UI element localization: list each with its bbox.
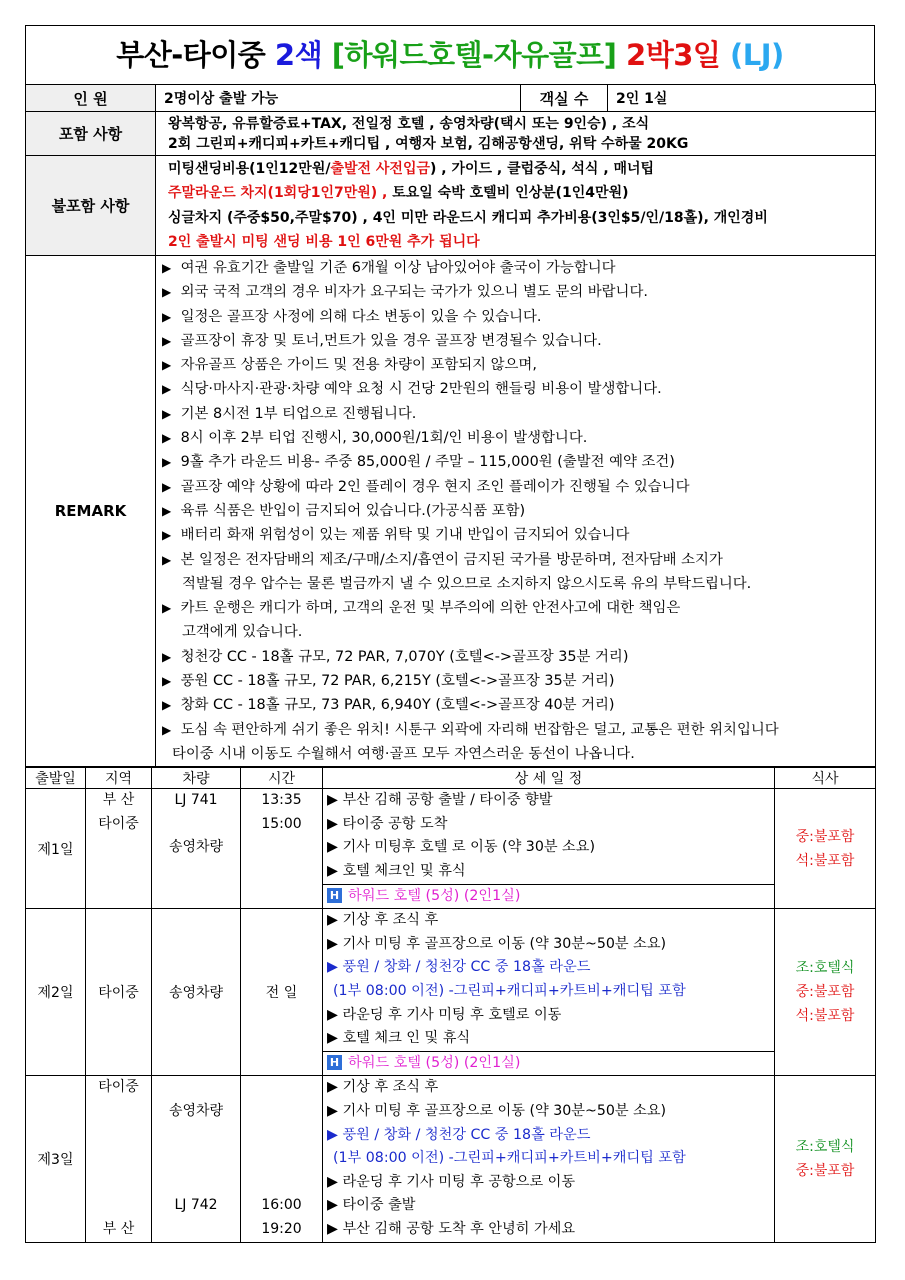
day3-vehicle: 송영차량 LJ 742 <box>152 1076 241 1242</box>
remark-item: ▶ 골프장 예약 상황에 따라 2인 플레이 경우 현지 조인 플레이가 진행될 수 있습니다 <box>162 478 690 495</box>
title-route: 부산-타이중 <box>116 38 266 72</box>
excluded-values <box>156 156 876 256</box>
day2-vehicle: 송영차량 <box>152 909 241 1076</box>
included-values <box>156 112 876 156</box>
included-label: 포함 사항 <box>26 112 156 156</box>
remark-item: ▶ 카트 운행은 캐디가 하며, 고객의 운전 및 부주의에 의한 안전사고에 대한 책임은 <box>162 600 681 617</box>
remark-item: ▶ 육류 식품은 반입이 금지되어 있습니다.(가공식품 포함) <box>162 502 526 519</box>
day1-meals: 중:불포함 석:불포함 <box>775 789 876 909</box>
day3-time: 16:00 19:20 <box>241 1076 323 1242</box>
day2-label: 제2일 <box>26 909 86 1076</box>
title-duration: 2박3일 <box>626 38 721 72</box>
excluded-line1-b: 출발전 사전입금 <box>330 161 430 178</box>
excluded-line1-a: 미팅샌딩비용(1인12만원/ <box>168 161 331 178</box>
detail-item: ▶ 부산 김해 공항 출발 / 타이중 향발 <box>327 792 553 809</box>
remark-item-cont: 타이중 시내 이동도 수월해서 여행·골프 모두 자연스러운 동선이 나옵니다. <box>172 745 635 762</box>
header-region: 지역 <box>86 768 152 789</box>
hotel-name: 하워드 호텔 (5성) (2인1실) <box>348 1054 521 1071</box>
day2-row <box>26 909 876 1076</box>
day2-time: 전 일 <box>241 909 323 1076</box>
excluded-label: 불포함 사항 <box>26 156 156 256</box>
day2-meals: 조:호텔식 중:불포함 석:불포함 <box>775 909 876 1076</box>
title-colors: 2색 <box>274 38 323 72</box>
remark-item: ▶ 창화 CC - 18홀 규모, 73 PAR, 6,940Y (호텔<->골프장 40분 거리) <box>162 697 615 714</box>
remark-item: ▶ 자유골프 상품은 가이드 및 전용 차량이 포함되지 않으며, <box>162 357 537 374</box>
detail-item: ▶ 기사 미팅후 호텔 로 이동 (약 30분 소요) <box>327 839 596 856</box>
excluded-line1-c: ) , 가이드 , 클럽중식, 석식 , 매너팁 <box>430 161 655 178</box>
day1-region: 부 산 타이중 <box>86 789 152 909</box>
remark-item-cont: 적발될 경우 압수는 물론 벌금까지 낼 수 있으므로 소지하지 않으시도록 유의 부탁드립니다. <box>182 575 752 592</box>
hotel-icon: H <box>327 888 342 903</box>
golf-note: (1부 08:00 이전) -그린피+캐디피+카트비+캐디팁 포함 <box>333 982 686 999</box>
day3-details <box>323 1076 775 1242</box>
detail-item: ▶ 부산 김해 공항 도착 후 안녕히 가세요 <box>327 1220 576 1237</box>
persons-value: 2명이상 출발 가능 <box>156 85 521 112</box>
included-line: 2회 그린피+캐디피+카트+캐디팁 , 여행자 보험, 김해공항샌딩, 위탁 수하물 20KG <box>168 135 689 152</box>
title-airline: (LJ) <box>730 38 784 72</box>
hotel-icon: H <box>327 1055 342 1070</box>
itinerary-page <box>25 25 875 1243</box>
detail-item: ▶ 라운딩 후 기사 미팅 후 호텔로 이동 <box>327 1006 562 1023</box>
title-product: [하워드호텔-자유골프] <box>331 38 617 72</box>
day2-details <box>323 909 775 1076</box>
detail-item: ▶ 라운딩 후 기사 미팅 후 공항으로 이동 <box>327 1173 576 1190</box>
detail-item: ▶ 호텔 체크 인 및 휴식 <box>327 1030 471 1047</box>
detail-item: ▶ 타이중 출발 <box>327 1197 416 1214</box>
day1-time: 13:35 15:00 <box>241 789 323 909</box>
header-details: 상 세 일 정 <box>323 768 775 789</box>
day3-label: 제3일 <box>26 1076 86 1242</box>
detail-item: ▶ 기상 후 조식 후 <box>327 912 439 929</box>
excluded-line4: 2인 출발시 미팅 샌딩 비용 1인 6만원 추가 됩니다 <box>168 233 480 250</box>
remark-item: ▶ 8시 이후 2부 티업 진행시, 30,000원/1회/인 비용이 발생합니다. <box>162 430 588 447</box>
remark-item: ▶ 9홀 추가 라운드 비용- 주중 85,000원 / 주말 – 115,000원 (출발전 예약 조건) <box>162 454 675 471</box>
included-line: 왕복항공, 유류할증료+TAX, 전일정 호텔 , 송영차량(택시 또는 9인승) , 조식 <box>168 115 650 132</box>
hotel-name: 하워드 호텔 (5성) (2인1실) <box>348 887 521 904</box>
header-day: 출발일 <box>26 768 86 789</box>
day2-region: 타이중 <box>86 909 152 1076</box>
page-title <box>25 25 875 84</box>
day1-row <box>26 789 876 909</box>
remark-item: ▶ 여권 유효기간 출발일 기준 6개월 이상 남아있어야 출국이 가능합니다 <box>162 260 616 276</box>
remark-item: ▶ 외국 국적 고객의 경우 비자가 요구되는 국가가 있으니 별도 문의 바랍니다. <box>162 284 648 301</box>
day1-details <box>323 789 775 909</box>
excluded-line2-a: 주말라운드 차지(1회당1인7만원) , <box>168 185 388 202</box>
remark-item: ▶ 본 일정은 전자담배의 제조/구매/소지/흡연이 금지된 국가를 방문하며, 전자담배 소지가 <box>162 551 723 568</box>
persons-label: 인 원 <box>26 85 156 112</box>
remark-list <box>156 256 876 767</box>
remark-label: REMARK <box>26 256 156 767</box>
golf-note: (1부 08:00 이전) -그린피+캐디피+카트비+캐디팁 포함 <box>333 1150 686 1167</box>
header-meals: 식사 <box>775 768 876 789</box>
remark-item: ▶ 배터리 화재 위험성이 있는 제품 위탁 및 기내 반입이 금지되어 있습니다 <box>162 527 630 544</box>
detail-item: ▶ 기상 후 조식 후 <box>327 1079 439 1096</box>
remark-item-cont: 고객에게 있습니다. <box>182 624 303 641</box>
rooms-value: 2인 1실 <box>608 85 876 112</box>
day1-vehicle: LJ 741 송영차량 <box>152 789 241 909</box>
day1-label: 제1일 <box>26 789 86 909</box>
header-time: 시간 <box>241 768 323 789</box>
hotel-line <box>323 1051 774 1076</box>
remark-item: ▶ 도심 속 편안하게 쉬기 좋은 위치! 시툰구 외곽에 자리해 번잡함은 덜고, 교통은 편한 위치입니다 <box>162 721 779 738</box>
detail-item: ▶ 기사 미팅 후 골프장으로 이동 (약 30분~50분 소요) <box>327 1102 667 1119</box>
remark-item: ▶ 일정은 골프장 사정에 의해 다소 변동이 있을 수 있습니다. <box>162 308 542 325</box>
day3-meals: 조:호텔식 중:불포함 <box>775 1076 876 1242</box>
excluded-line3: 싱글차지 (주중$50,주말$70) , 4인 미만 라운드시 캐디피 추가비용(3인$5/인/18홀), 개인경비 <box>168 209 768 226</box>
golf-item: ▶ 풍원 / 창화 / 청천강 CC 중 18홀 라운드 <box>327 1126 591 1143</box>
remark-item: ▶ 식당·마사지·관광·차량 예약 요청 시 건당 2만원의 핸들링 비용이 발생합니다. <box>162 381 662 398</box>
info-table <box>25 84 876 767</box>
remark-item: ▶ 청천강 CC - 18홀 규모, 72 PAR, 7,070Y (호텔<->골프장 35분 거리) <box>162 648 629 665</box>
excluded-line2-b: 토요일 숙박 호텔비 인상분(1인4만원) <box>387 185 629 202</box>
schedule-table <box>25 767 876 1242</box>
hotel-line <box>323 884 774 909</box>
day3-row <box>26 1076 876 1242</box>
remark-item: ▶ 골프장이 휴장 및 토너,먼트가 있을 경우 골프장 변경될수 있습니다. <box>162 332 602 349</box>
rooms-label: 객실 수 <box>521 85 608 112</box>
header-vehicle: 차량 <box>152 768 241 789</box>
detail-item: ▶ 기사 미팅 후 골프장으로 이동 (약 30분~50분 소요) <box>327 935 667 952</box>
day3-region: 타이중 부 산 <box>86 1076 152 1242</box>
remark-item: ▶ 기본 8시전 1부 티업으로 진행됩니다. <box>162 405 417 422</box>
detail-item: ▶ 타이중 공항 도착 <box>327 815 448 832</box>
remark-item: ▶ 풍원 CC - 18홀 규모, 72 PAR, 6,215Y (호텔<->골프장 35분 거리) <box>162 673 615 690</box>
detail-item: ▶ 호텔 체크인 및 휴식 <box>327 863 466 880</box>
golf-item: ▶ 풍원 / 창화 / 청천강 CC 중 18홀 라운드 <box>327 959 591 976</box>
